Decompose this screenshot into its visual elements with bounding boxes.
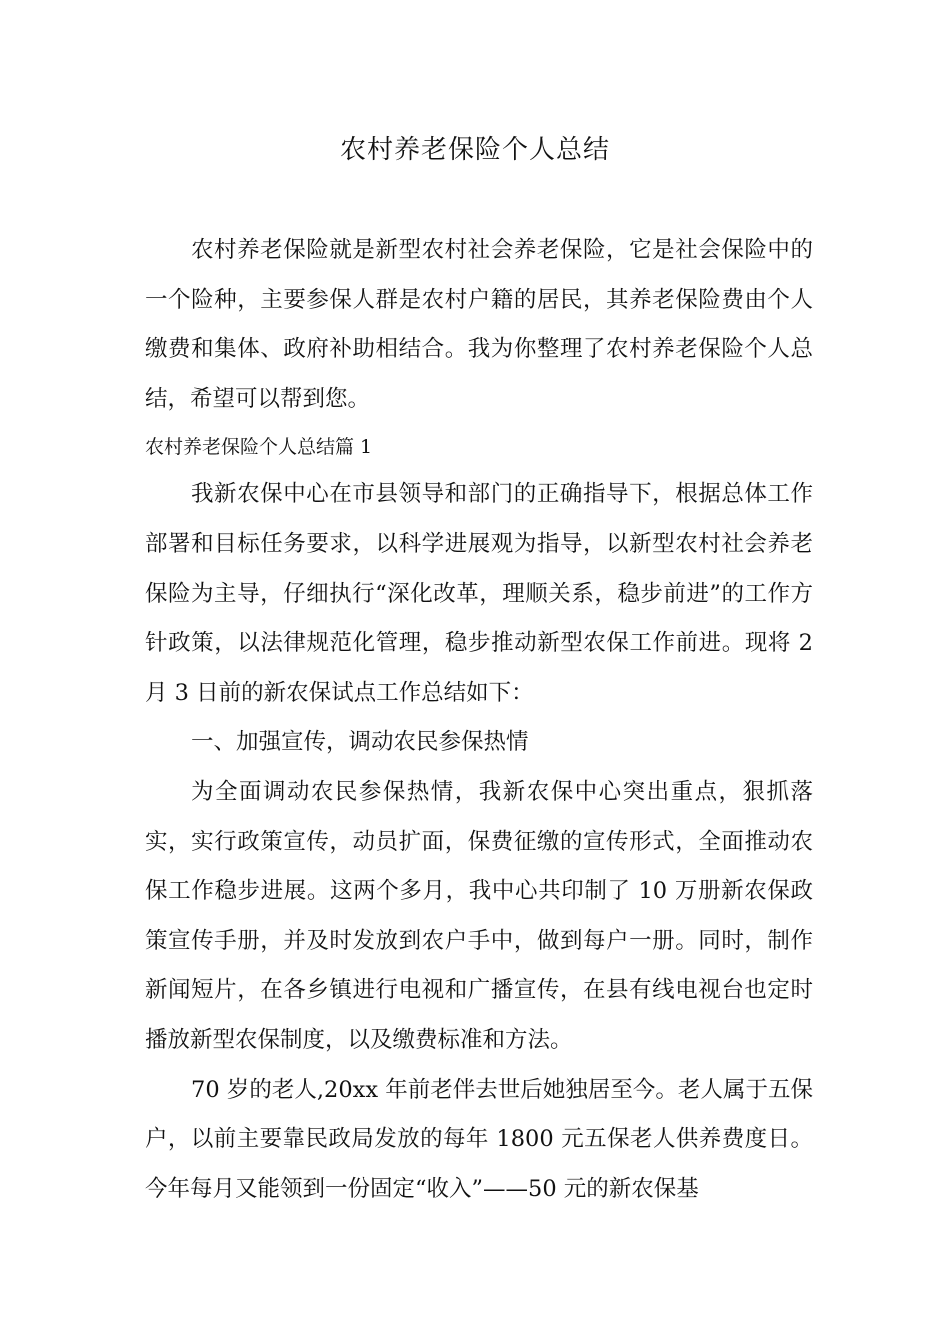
section-title: 农村养老保险个人总结篇 1: [145, 436, 373, 459]
body-paragraph-1: 我新农保中心在市县领导和部门的正确指导下，根据总体工作部署和目标任务要求，以科学进展观为指导，以新型农村社会养老保险为主导，仔细执行“深化改革，理顺关系，稳步前进”的工作方针政策，以法律规范化管理，稳步推动新型农保工作前进。现将 2 月 3 日前的新农保试点工作总结如下：: [145, 481, 813, 706]
body-paragraph-3: 70 岁的老人,20xx 年前老伴去世后她独居至今。老人属于五保户，以前主要靠民政局发放的每年 1800 元五保老人供养费度日。今年每月又能领到一份固定“收入”——50 元的新农保基: [145, 1076, 813, 1202]
document-body: [145, 226, 813, 1214]
document-title: 农村养老保险个人总结: [339, 135, 610, 165]
intro-paragraph: 农村养老保险就是新型农村社会养老保险，它是社会保险中的一个险种，主要参保人群是农村户籍的居民，其养老保险费由个人缴费和集体、政府补助相结合。我为你整理了农村养老保险个人总结，希望可以帮到您。: [145, 237, 813, 412]
section-heading-1: 一、加强宣传，调动农民参保热情: [191, 729, 529, 756]
body-paragraph-2: 为全面调动农民参保热情，我新农保中心突出重点，狠抓落实，实行政策宣传，动员扩面，保费征缴的宣传形式，全面推动农保工作稳步进展。这两个多月，我中心共印制了 10 万册新农保政策宣传手册，并及时发放到农户手中，做到每户一册。同时，制作新闻短片，在各乡镇进行电视和广播宣传，在县有线电视台也定时播放新型农保制度，以及缴费标准和方法。: [145, 778, 813, 1053]
